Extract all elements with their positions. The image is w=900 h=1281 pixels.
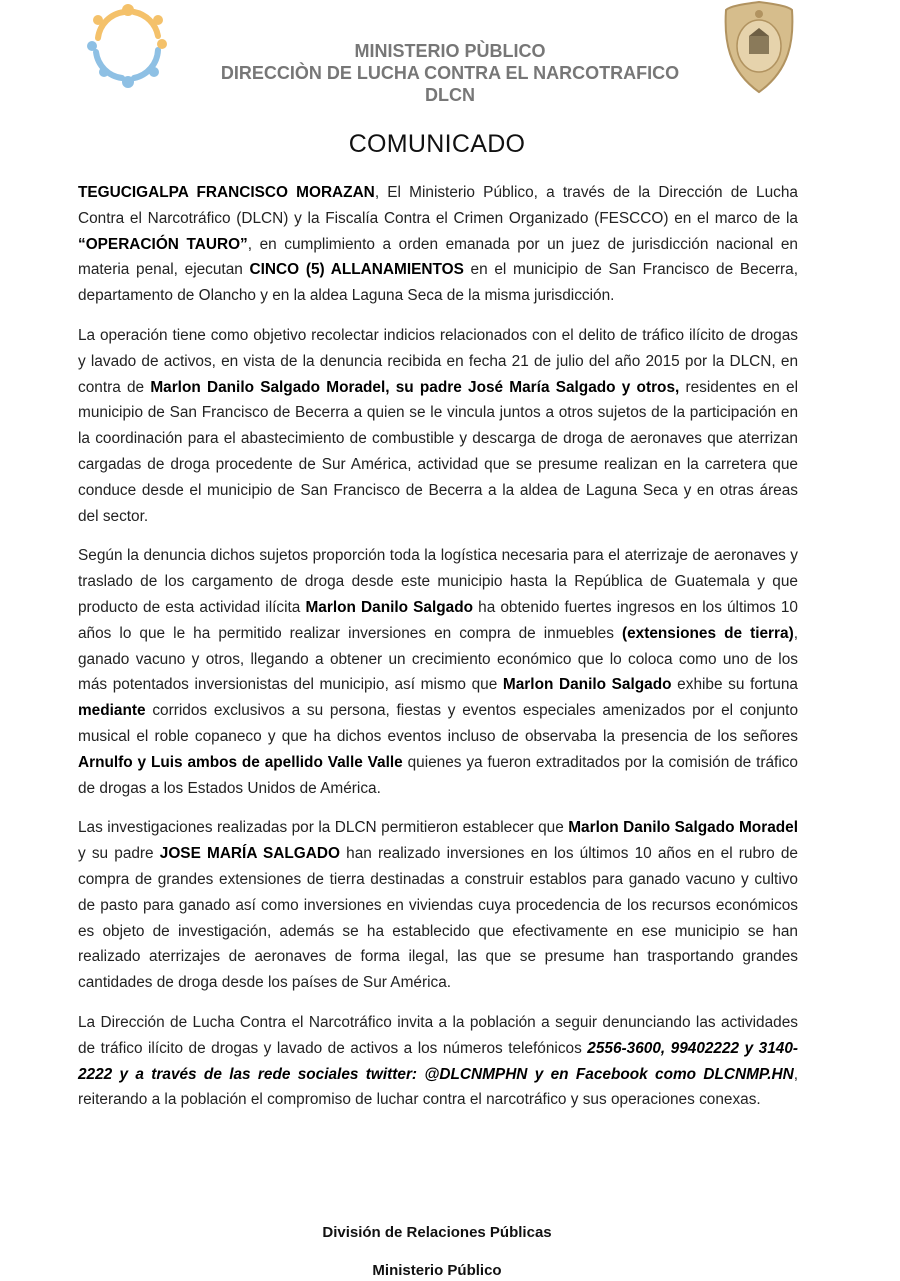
text: en el municipio de San Francisco de Becerra, departamento de Olancho y en la aldea Laguna Seca de la misma jurisdicción. (78, 261, 798, 305)
header-line-direction: DIRECCIÒN DE LUCHA CONTRA EL NARCOTRAFICO (220, 63, 680, 83)
text: , ganado vacuno y otros, llegando a obtener un crecimiento económico que lo coloca como uno de los más potentados inversionistas del municipio, así mismo que (78, 624, 798, 694)
bold-text: Marlon Danilo Salgado Moradel (568, 819, 798, 837)
page-title: COMUNICADO (348, 130, 526, 158)
paragraph-5 (78, 1010, 798, 1113)
text: y su padre (78, 845, 160, 863)
bold-text: Marlon Danilo Salgado (502, 676, 672, 694)
bold-text: “OPERACIÓN TAURO” (78, 235, 248, 253)
bold-text: Arnulfo y Luis ambos de apellido Valle Valle (78, 753, 403, 771)
signature-division: División de Relaciones Públicas (322, 1224, 552, 1241)
bold-text: TEGUCIGALPA FRANCISCO MORAZAN (78, 184, 375, 201)
text: exhibe su fortuna (671, 676, 798, 694)
signature-ministry: Ministerio Público (372, 1262, 502, 1279)
text: corridos exclusivos a su persona, fiestas y eventos especiales amenizados por el conjunto musical el roble copaneco y que ha dichos eventos incluso de observaba la presencia de los señores (78, 702, 798, 745)
header-line-acronym: DLCN (425, 85, 475, 105)
bold-text: CINCO (5) ALLANAMIENTOS (249, 261, 464, 279)
paragraph-4 (78, 815, 798, 996)
text: , reiterando a la población el compromiso de luchar contra el narcotráfico y sus operaciones conexas. (78, 1065, 798, 1109)
bold-text: Marlon Danilo Salgado (305, 598, 474, 616)
bold-text: JOSE MARÍA SALGADO (159, 845, 340, 863)
text: La operación tiene como objetivo recolectar indicios relacionados con el delito de tráfico ilícito de drogas y lavado de activos, en vista de la denuncia recibida en fecha 21 de julio del año 2015 por la DLCN, en contra de (78, 326, 798, 396)
bold-text: Marlon Danilo Salgado Moradel, su padre José María Salgado y otros, (150, 378, 680, 396)
bold-text: (extensiones de tierra) (621, 624, 794, 642)
paragraph-1 (78, 180, 798, 309)
paragraph-2 (78, 323, 798, 529)
press-release-body (78, 180, 798, 1127)
text: residentes en el municipio de San Francisco de Becerra a quien se le vincula juntos a otros sujetos de la participación en la coordinación para el abastecimiento de combustible y descarga de droga de aeronaves que aterrizan cargadas de droga procedente de Sur América, actividad que se presume realizan en la carretera que conduce desde el municipio de San Francisco de Becerra a la aldea de Laguna Seca y en otras áreas del sector. (78, 378, 799, 525)
text: Según la denuncia dichos sujetos proporción toda la logística necesaria para el aterrizaje de aeronaves y traslado de los cargamento de droga desde este municipio hasta la República de Guatemala y que producto de esta actividad ilícita (78, 547, 798, 616)
header-line-ministry: MINISTERIO PÙBLICO (354, 41, 546, 61)
text: han realizado inversiones en los últimos 10 años en el rubro de compra de grandes extensiones de tierra destinadas a construir establos para ganado vacuno y cultivo de pasto para ganado así como inversiones en viviendas cuya procedencia de los recursos económicos es objeto de investigación, además se ha establecido que efectivamente en ese municipio se han realizado aterrizajes de aeronaves de forma ilegal, las que se presume han trasportando grandes cantidades de droga desde los países de Sur América. (78, 845, 798, 992)
bold-text: mediante (78, 702, 146, 720)
text: , en cumplimiento a orden emanada por un juez de jurisdicción nacional en materia penal, ejecutan (78, 235, 798, 279)
institution-header (150, 40, 750, 106)
text: La Dirección de Lucha Contra el Narcotráfico invita a la población a seguir denunciando las actividades de tráfico ilícito de drogas y lavado de activos a los números telefónicos (78, 1013, 798, 1057)
text: , El Ministerio Público, a través de la Dirección de Lucha Contra el Narcotráfico (DLCN) y la Fiscalía Contra el Crimen Organizado (FESCCO) en el marco de la (78, 184, 798, 227)
text: ha obtenido fuertes ingresos en los últimos 10 años lo que le ha permitido realizar inversiones en compra de inmuebles (78, 598, 798, 642)
contact-info-text: 2556-3600, 99402222 y 3140-2222 y a través de las rede sociales twitter: @DLCNMPHN y en Facebook como DLCNMP.HN (78, 1039, 798, 1083)
paragraph-3 (78, 543, 798, 801)
text: Las investigaciones realizadas por la DLCN permitieron establecer que (78, 819, 569, 837)
text: quienes ya fueron extraditados por la comisión de tráfico de drogas a los Estados Unidos de América. (78, 753, 798, 797)
